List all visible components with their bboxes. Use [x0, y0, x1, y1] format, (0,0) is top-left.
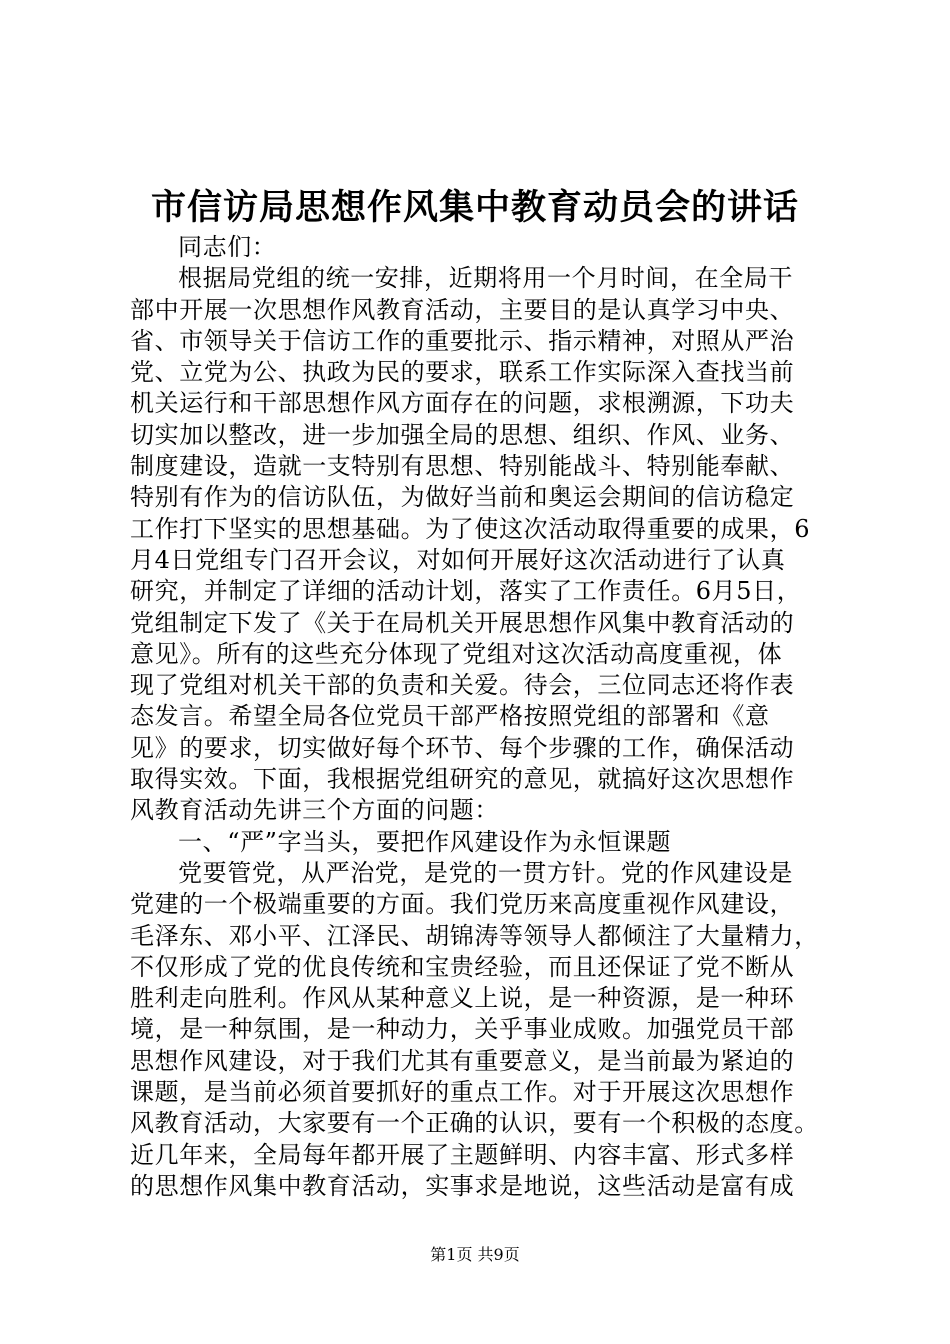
paragraph-line: 风教育活动，大家要有一个正确的认识，要有一个积极的态度。: [130, 1109, 819, 1138]
paragraph-line: 胜利走向胜利。作风从某种意义上说，是一种资源，是一种环: [130, 984, 795, 1013]
paragraph-line: 省、市领导关于信访工作的重要批示、指示精神，对照从严治: [130, 326, 795, 355]
paragraph-line: 课题，是当前必须首要抓好的重点工作。对于开展这次思想作: [130, 1078, 795, 1107]
paragraph-line: 党组制定下发了《关于在局机关开展思想作风集中教育活动的: [130, 608, 795, 637]
paragraph-line: 现了党组对机关干部的负责和关爱。待会，三位同志还将作表: [130, 671, 795, 700]
paragraph-line: 风教育活动先讲三个方面的问题：: [130, 796, 499, 825]
paragraph-line: 思想作风建设，对于我们尤其有重要意义，是当前最为紧迫的: [130, 1046, 795, 1075]
paragraph-line: 工作打下坚实的思想基础。为了使这次活动取得重要的成果，6: [130, 514, 811, 543]
paragraph-line: 党要管党，从严治党，是党的一贯方针。党的作风建设是: [178, 858, 793, 887]
document-title: 市信访局思想作风集中教育动员会的讲话: [150, 187, 799, 228]
paragraph-line: 见》的要求，切实做好每个环节、每个步骤的工作，确保活动: [130, 733, 795, 762]
paragraph-line: 月4日党组专门召开会议，对如何开展好这次活动进行了认真: [130, 545, 786, 574]
paragraph-line: 毛泽东、邓小平、江泽民、胡锦涛等领导人都倾注了大量精力，: [130, 921, 819, 950]
salutation: 同志们：: [178, 233, 277, 261]
paragraph-line: 部中开展一次思想作风教育活动，主要目的是认真学习中央、: [130, 295, 795, 324]
paragraph-line: 切实加以整改，进一步加强全局的思想、组织、作风、业务、: [130, 420, 795, 449]
paragraph-line: 党建的一个极端重要的方面。我们党历来高度重视作风建设，: [130, 890, 795, 919]
paragraph-line: 态发言。希望全局各位党员干部严格按照党组的部署和《意: [130, 702, 770, 731]
document-body: [130, 232, 838, 1202]
paragraph-line: 特别有作为的信访队伍，为做好当前和奥运会期间的信访稳定: [130, 483, 795, 512]
paragraph-line: 意见》。所有的这些充分体现了党组对这次活动高度重视，体: [130, 639, 783, 668]
paragraph-line: 机关运行和干部思想作风方面存在的问题，求根溯源，下功夫: [130, 389, 795, 418]
paragraph-line: 制度建设，造就一支特别有思想、特别能战斗、特别能奉献、: [130, 452, 795, 481]
paragraph-line: 不仅形成了党的优良传统和宝贵经验，而且还保证了党不断从: [130, 952, 795, 981]
section-heading: 一、“严”字当头，要把作风建设作为永恒课题: [178, 827, 672, 856]
paragraph-line: 境，是一种氛围，是一种动力，关乎事业成败。加强党员干部: [130, 1015, 795, 1044]
paragraph-line: 的思想作风集中教育活动，实事求是地说，这些活动是富有成: [130, 1171, 795, 1200]
paragraph-line: 取得实效。下面，我根据党组研究的意见，就搞好这次思想作: [130, 765, 795, 794]
paragraph-line: 党、立党为公、执政为民的要求，联系工作实际深入查找当前: [130, 358, 795, 387]
paragraph-line: 根据局党组的统一安排，近期将用一个月时间，在全局干: [178, 264, 793, 293]
paragraph-line: 近几年来，全局每年都开展了主题鲜明、内容丰富、形式多样: [130, 1140, 795, 1169]
paragraph-line: 研究，并制定了详细的活动计划，落实了工作责任。6月5日，: [130, 577, 802, 606]
page-number: 第1页 共9页: [430, 1245, 520, 1264]
